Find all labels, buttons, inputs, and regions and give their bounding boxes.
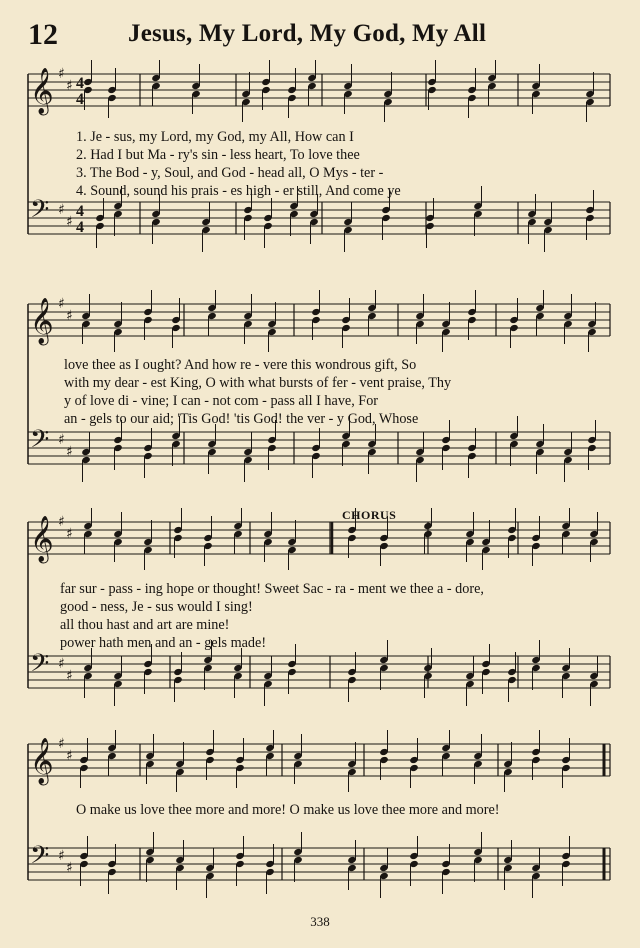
sharp-icon: ♯ [58,202,65,218]
treble-clef-icon: 𝄞 [30,68,54,114]
lyric-line-1-3: 3. The Bod - y, Soul, and God - head all, O Mys - ter - [76,165,384,181]
lyric-line-2-1: love thee as I ought? And how re - vere this wondrous gift, So [64,357,417,373]
sharp-icon: ♯ [66,308,73,324]
sharp-icon: ♯ [66,668,73,684]
lyric-line-1-2: 2. Had I but Ma - ry's sin - less heart, To love thee [76,147,360,163]
sharp-icon: ♯ [66,214,73,230]
lyric-line-1-4: 4. Sound, sound his prais - es high - er still, And come ye [76,183,401,199]
lyric-line-3-4: power hath men and an - gels made! [60,635,267,651]
time-signature: 4 [76,203,84,220]
treble-staff [28,730,610,792]
bass-clef-icon: 𝄢 [30,195,50,230]
page-number: 338 [310,914,330,929]
time-signature: 4 [76,91,84,108]
lyric-line-2-2: with my dear - est King, O with what bursts of fer - vent praise, Thy [64,375,452,391]
lyric-line-3-1: far sur - pass - ing hope or thought! Sweet Sac - ra - ment we thee a - dore, [60,581,484,597]
time-signature: 4 [76,75,84,92]
sharp-icon: ♯ [66,78,73,94]
lyric-line-1-1: 1. Je - sus, my Lord, my God, my All, How can I [76,129,354,145]
bass-clef-icon: 𝄢 [30,841,50,876]
hymn-number: 12 [28,18,58,51]
sharp-icon: ♯ [58,656,65,672]
bass-clef-icon: 𝄢 [30,425,50,460]
staff-system-4 [0,730,640,910]
sharp-icon: ♯ [66,860,73,876]
time-signature: 4 [76,219,84,236]
treble-clef-icon: 𝄞 [30,298,54,344]
bass-staff [28,832,610,898]
sharp-icon: ♯ [66,526,73,542]
lyric-line-2-3: y of love di - vine; I can - not com - pass all I have, For [64,393,379,409]
sharp-icon: ♯ [58,514,65,530]
lyric-line-3-3: all thou hast and art are mine! [60,617,230,633]
bass-clef-icon: 𝄢 [30,649,50,684]
sharp-icon: ♯ [66,444,73,460]
chorus-label: CHORUS [342,508,397,522]
lyric-line-3-2: good - ness, Je - sus would I sing! [60,599,253,615]
treble-staff [28,508,610,570]
treble-clef-icon: 𝄞 [30,738,54,784]
sharp-icon: ♯ [58,296,65,312]
sharp-icon: ♯ [66,748,73,764]
treble-staff [28,290,610,352]
treble-clef-icon: 𝄞 [30,516,54,562]
hymn-title: Jesus, My Lord, My God, My All [128,20,487,47]
sharp-icon: ♯ [58,66,65,82]
sharp-icon: ♯ [58,736,65,752]
treble-staff [28,60,610,122]
lyric-line-4-1: O make us love thee more and more! O make us love thee more and more! [76,802,500,818]
sharp-icon: ♯ [58,432,65,448]
sharp-icon: ♯ [58,848,65,864]
lyric-line-2-4: an - gels to our aid; 'Tis God! 'tis God! the ver - y God, Whose [64,411,419,427]
